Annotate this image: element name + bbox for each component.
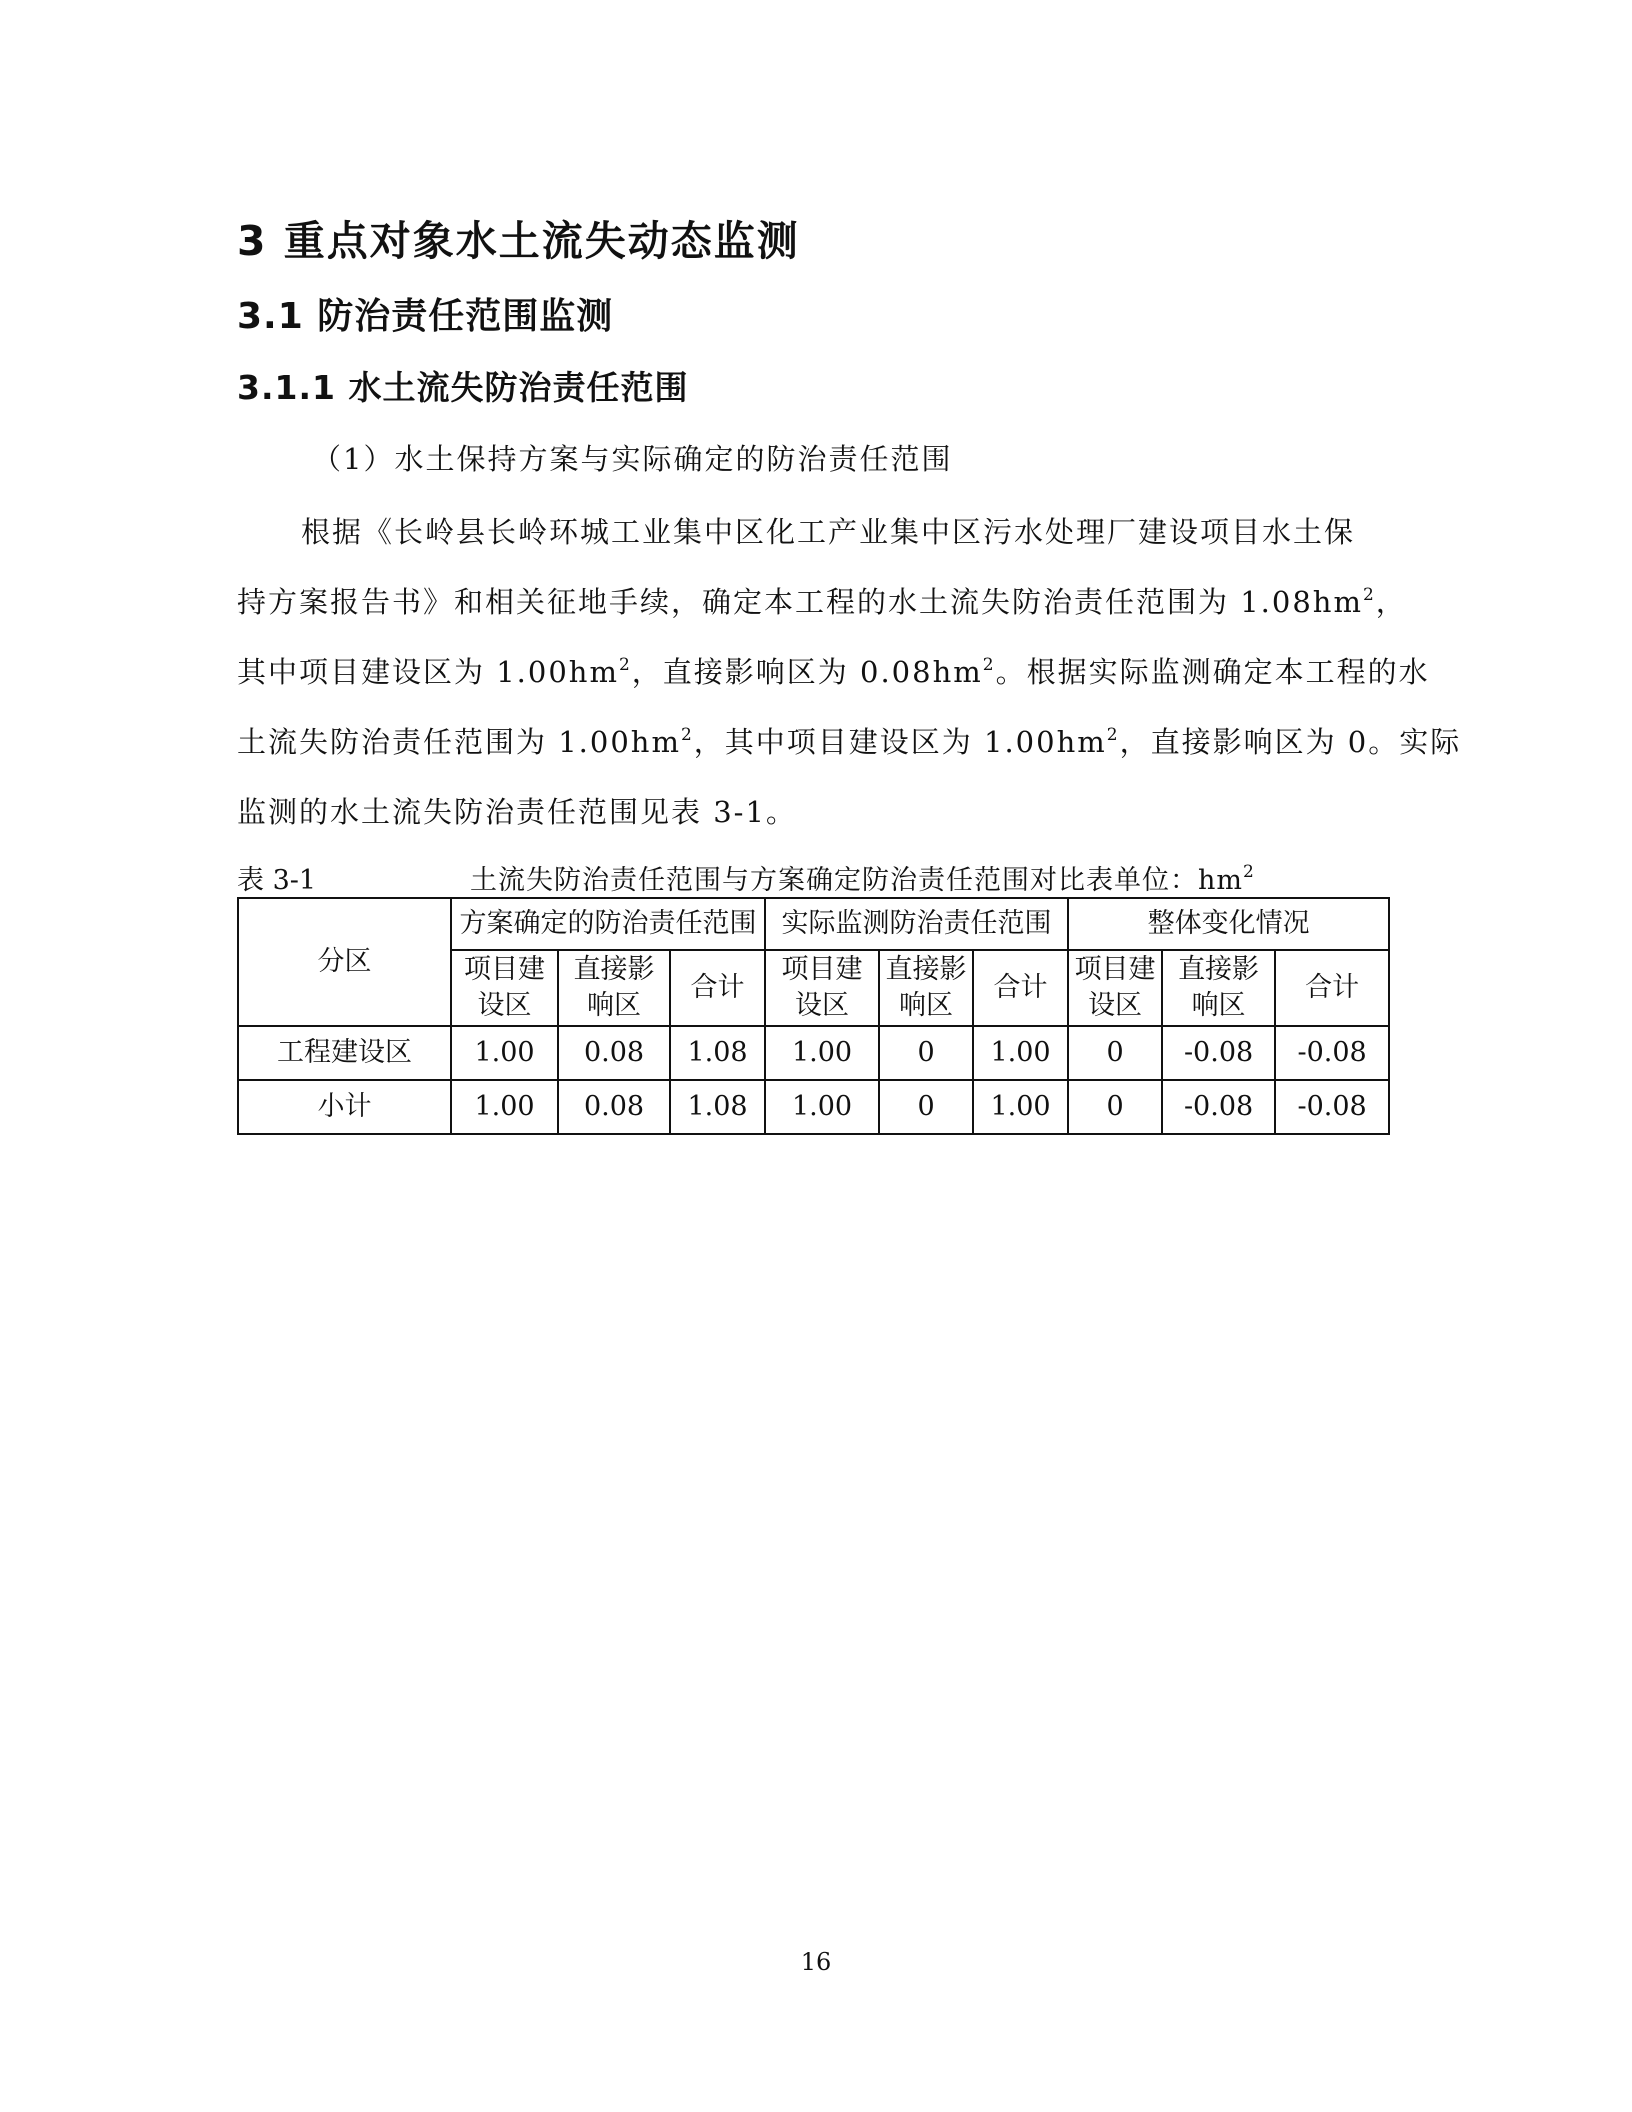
paragraph-line [237, 637, 1430, 707]
table-title [470, 858, 1255, 897]
value-cell: 1.00 [765, 1080, 879, 1134]
subheader-cell: 合计 [670, 950, 765, 1026]
subheader-text: 项目建 [464, 954, 545, 985]
subheader-text: 直接影 [885, 954, 967, 985]
subheader-cell [558, 950, 670, 1026]
value-cell: -0.08 [1162, 1080, 1275, 1134]
value-cell: 0 [879, 1080, 973, 1134]
zone-name-cell: 工程建设区 [238, 1026, 451, 1080]
subsection-heading: 3.1.1 水土流失防治责任范围 [237, 368, 689, 407]
zone-header-cell: 分区 [238, 898, 451, 1026]
value-cell: 1.00 [451, 1026, 558, 1080]
table-title-text: 土流失防治责任范围与方案确定防治责任范围对比表单位：hm [470, 865, 1243, 896]
subheader-text: 响区 [587, 990, 641, 1021]
table-header-row [238, 898, 1389, 950]
paragraph-line [237, 707, 1462, 777]
value-cell: 0 [879, 1026, 973, 1080]
subheader-text: 设区 [795, 990, 850, 1021]
table-number: 表 3-1 [237, 865, 317, 896]
value-cell: 0 [1068, 1080, 1162, 1134]
subheader-cell: 合计 [973, 950, 1068, 1026]
superscript: 2 [680, 725, 694, 745]
value-cell: 1.08 [670, 1080, 765, 1134]
page-number: 16 [800, 1948, 832, 1976]
subheader-text: 设区 [477, 990, 532, 1021]
superscript: 2 [1243, 862, 1255, 882]
text-run: 持方案报告书》和相关征地手续，确定本工程的水土流失防治责任范围为 1.08hm [237, 585, 1363, 619]
text-run: ， [1375, 585, 1407, 619]
zone-name-cell: 小计 [238, 1080, 451, 1134]
paragraph-line: 监测的水土流失防治责任范围见表 3-1。 [237, 795, 797, 829]
subheader-text: 响区 [1191, 990, 1246, 1021]
value-cell: 1.00 [973, 1026, 1068, 1080]
body-paragraph [237, 497, 1462, 847]
table-row [238, 1026, 1389, 1080]
comparison-table [237, 897, 1390, 1135]
subheader-text: 项目建 [1074, 954, 1156, 985]
group-header-cell: 整体变化情况 [1068, 898, 1389, 950]
group-header-cell: 实际监测防治责任范围 [765, 898, 1068, 950]
value-cell: 0 [1068, 1026, 1162, 1080]
value-cell: 0.08 [558, 1080, 670, 1134]
subheader-cell [1068, 950, 1162, 1026]
subheader-cell [879, 950, 973, 1026]
text-run: ，其中项目建设区为 1.00hm [693, 725, 1107, 759]
value-cell: 1.00 [451, 1080, 558, 1134]
subheader-cell [765, 950, 879, 1026]
group-header-cell: 方案确定的防治责任范围 [451, 898, 765, 950]
superscript: 2 [1106, 725, 1120, 745]
subheader-cell: 合计 [1275, 950, 1389, 1026]
value-cell: 1.08 [670, 1026, 765, 1080]
subheader-text: 设区 [1088, 990, 1143, 1021]
value-cell: -0.08 [1275, 1026, 1389, 1080]
subheader-text: 响区 [899, 990, 954, 1021]
subheader-cell [1162, 950, 1275, 1026]
value-cell: 1.00 [973, 1080, 1068, 1134]
chapter-heading: 3 重点对象水土流失动态监测 [237, 217, 800, 265]
value-cell: -0.08 [1275, 1080, 1389, 1134]
subheader-text: 项目建 [781, 954, 863, 985]
superscript: 2 [618, 655, 632, 675]
subheader-text: 直接影 [1178, 954, 1260, 985]
paragraph-line [237, 567, 1407, 637]
subheader-cell [451, 950, 558, 1026]
value-cell: 1.00 [765, 1026, 879, 1080]
subheader-text: 直接影 [573, 954, 655, 985]
text-run: 。根据实际监测确定本工程的水 [995, 655, 1430, 689]
superscript: 2 [1362, 585, 1376, 605]
superscript: 2 [982, 655, 996, 675]
text-run: ，直接影响区为 0.08hm [631, 655, 983, 689]
text-run: ，直接影响区为 0。实际 [1119, 725, 1462, 759]
section-heading: 3.1 防治责任范围监测 [237, 296, 614, 337]
table-row [238, 1080, 1389, 1134]
paragraph-line: 根据《长岭县长岭环城工业集中区化工产业集中区污水处理厂建设项目水土保 [301, 515, 1356, 549]
value-cell: 0.08 [558, 1026, 670, 1080]
value-cell: -0.08 [1162, 1026, 1275, 1080]
text-run: 其中项目建设区为 1.00hm [237, 655, 619, 689]
item-heading: （1）水土保持方案与实际确定的防治责任范围 [312, 442, 953, 476]
text-run: 土流失防治责任范围为 1.00hm [237, 725, 681, 759]
